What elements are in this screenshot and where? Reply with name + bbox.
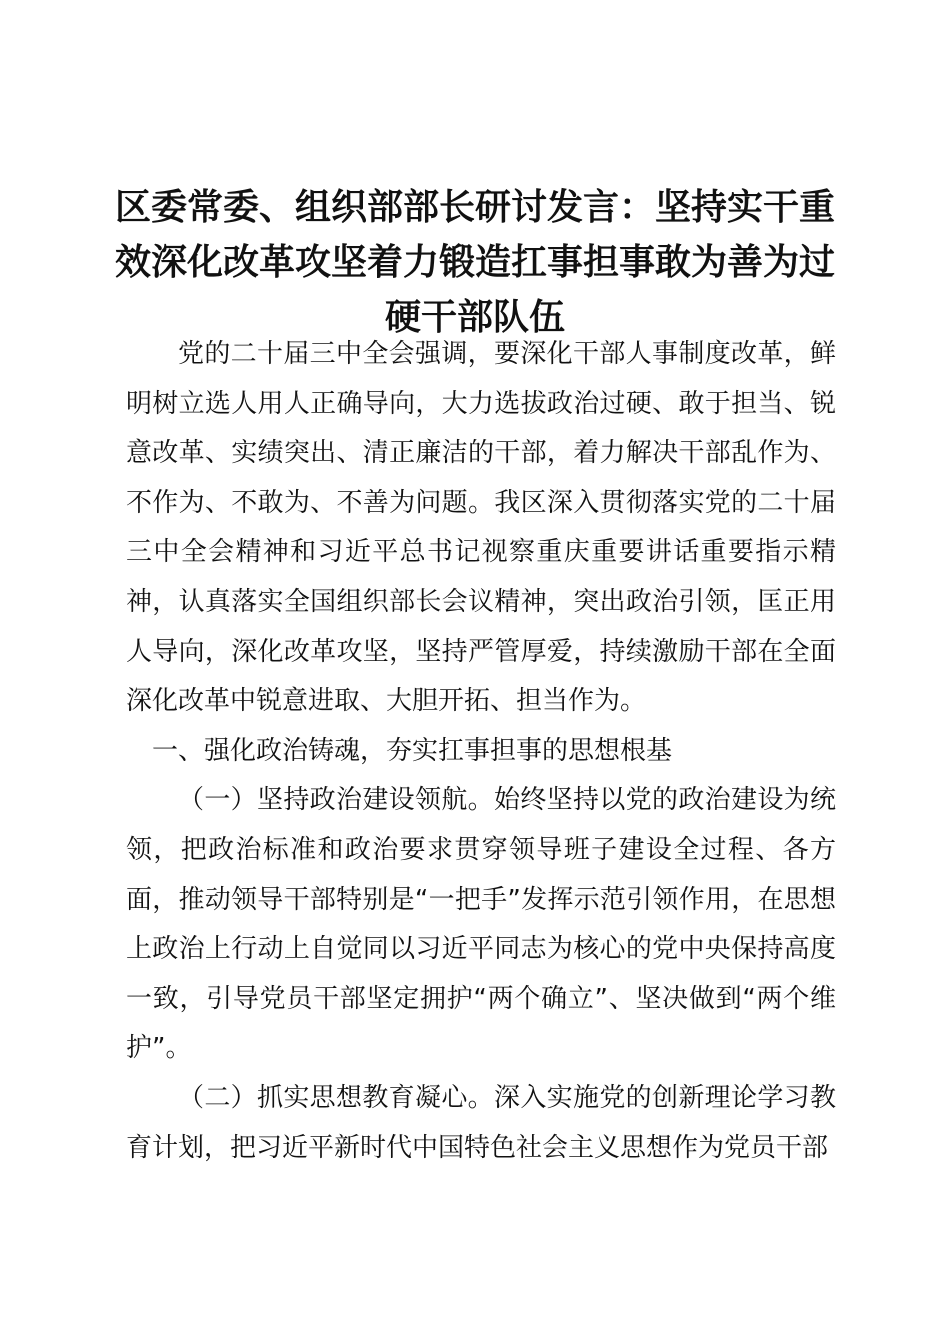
section-1-item-2: （二）抓实思想教育凝心。深入实施党的创新理论学习教育计划，把习近平新时代中国特色社会主义思想作为党员干部 <box>126 1082 836 1163</box>
intro-paragraph: 党的二十届三中全会强调，要深化干部人事制度改革，鲜明树立选人用人正确导向，大力选拔政治过硬、敢于担当、锐意改革、实绩突出、清正廉洁的干部，着力解决干部乱作为、不作为、不敢为、不善为问题。我区深入贯彻落实党的二十届三中全会精神和习近平总书记视察重庆重要讲话重要指示精神，认真落实全国组织部长会议精神，突出政治引领，匡正用人导向，深化改革攻坚，坚持严管厚爱，持续激励干部在全面深化改革中锐意进取、大胆开拓、担当作为。 <box>126 339 836 717</box>
section-heading-1: 一、强化政治铸魂，夯实扛事担事的思想根基 <box>152 735 673 766</box>
document-title: 区委常委、组织部部长研讨发言：坚持实干重效深化改革攻坚着力锻造扛事担事敢为善为过硬干部队伍 <box>114 187 835 338</box>
document-body <box>126 330 836 1173</box>
section-1-item-1: （一）坚持政治建设领航。始终坚持以党的政治建设为统领，把政治标准和政治要求贯穿领导班子建设全过程、各方面，推动领导干部特别是“一把手”发挥示范引领作用，在思想上政治上行动上自觉同以习近平同志为核心的党中央保持高度一致，引导党员干部坚定拥护“两个确立”、坚决做到“两个维护”。 <box>126 785 836 1064</box>
